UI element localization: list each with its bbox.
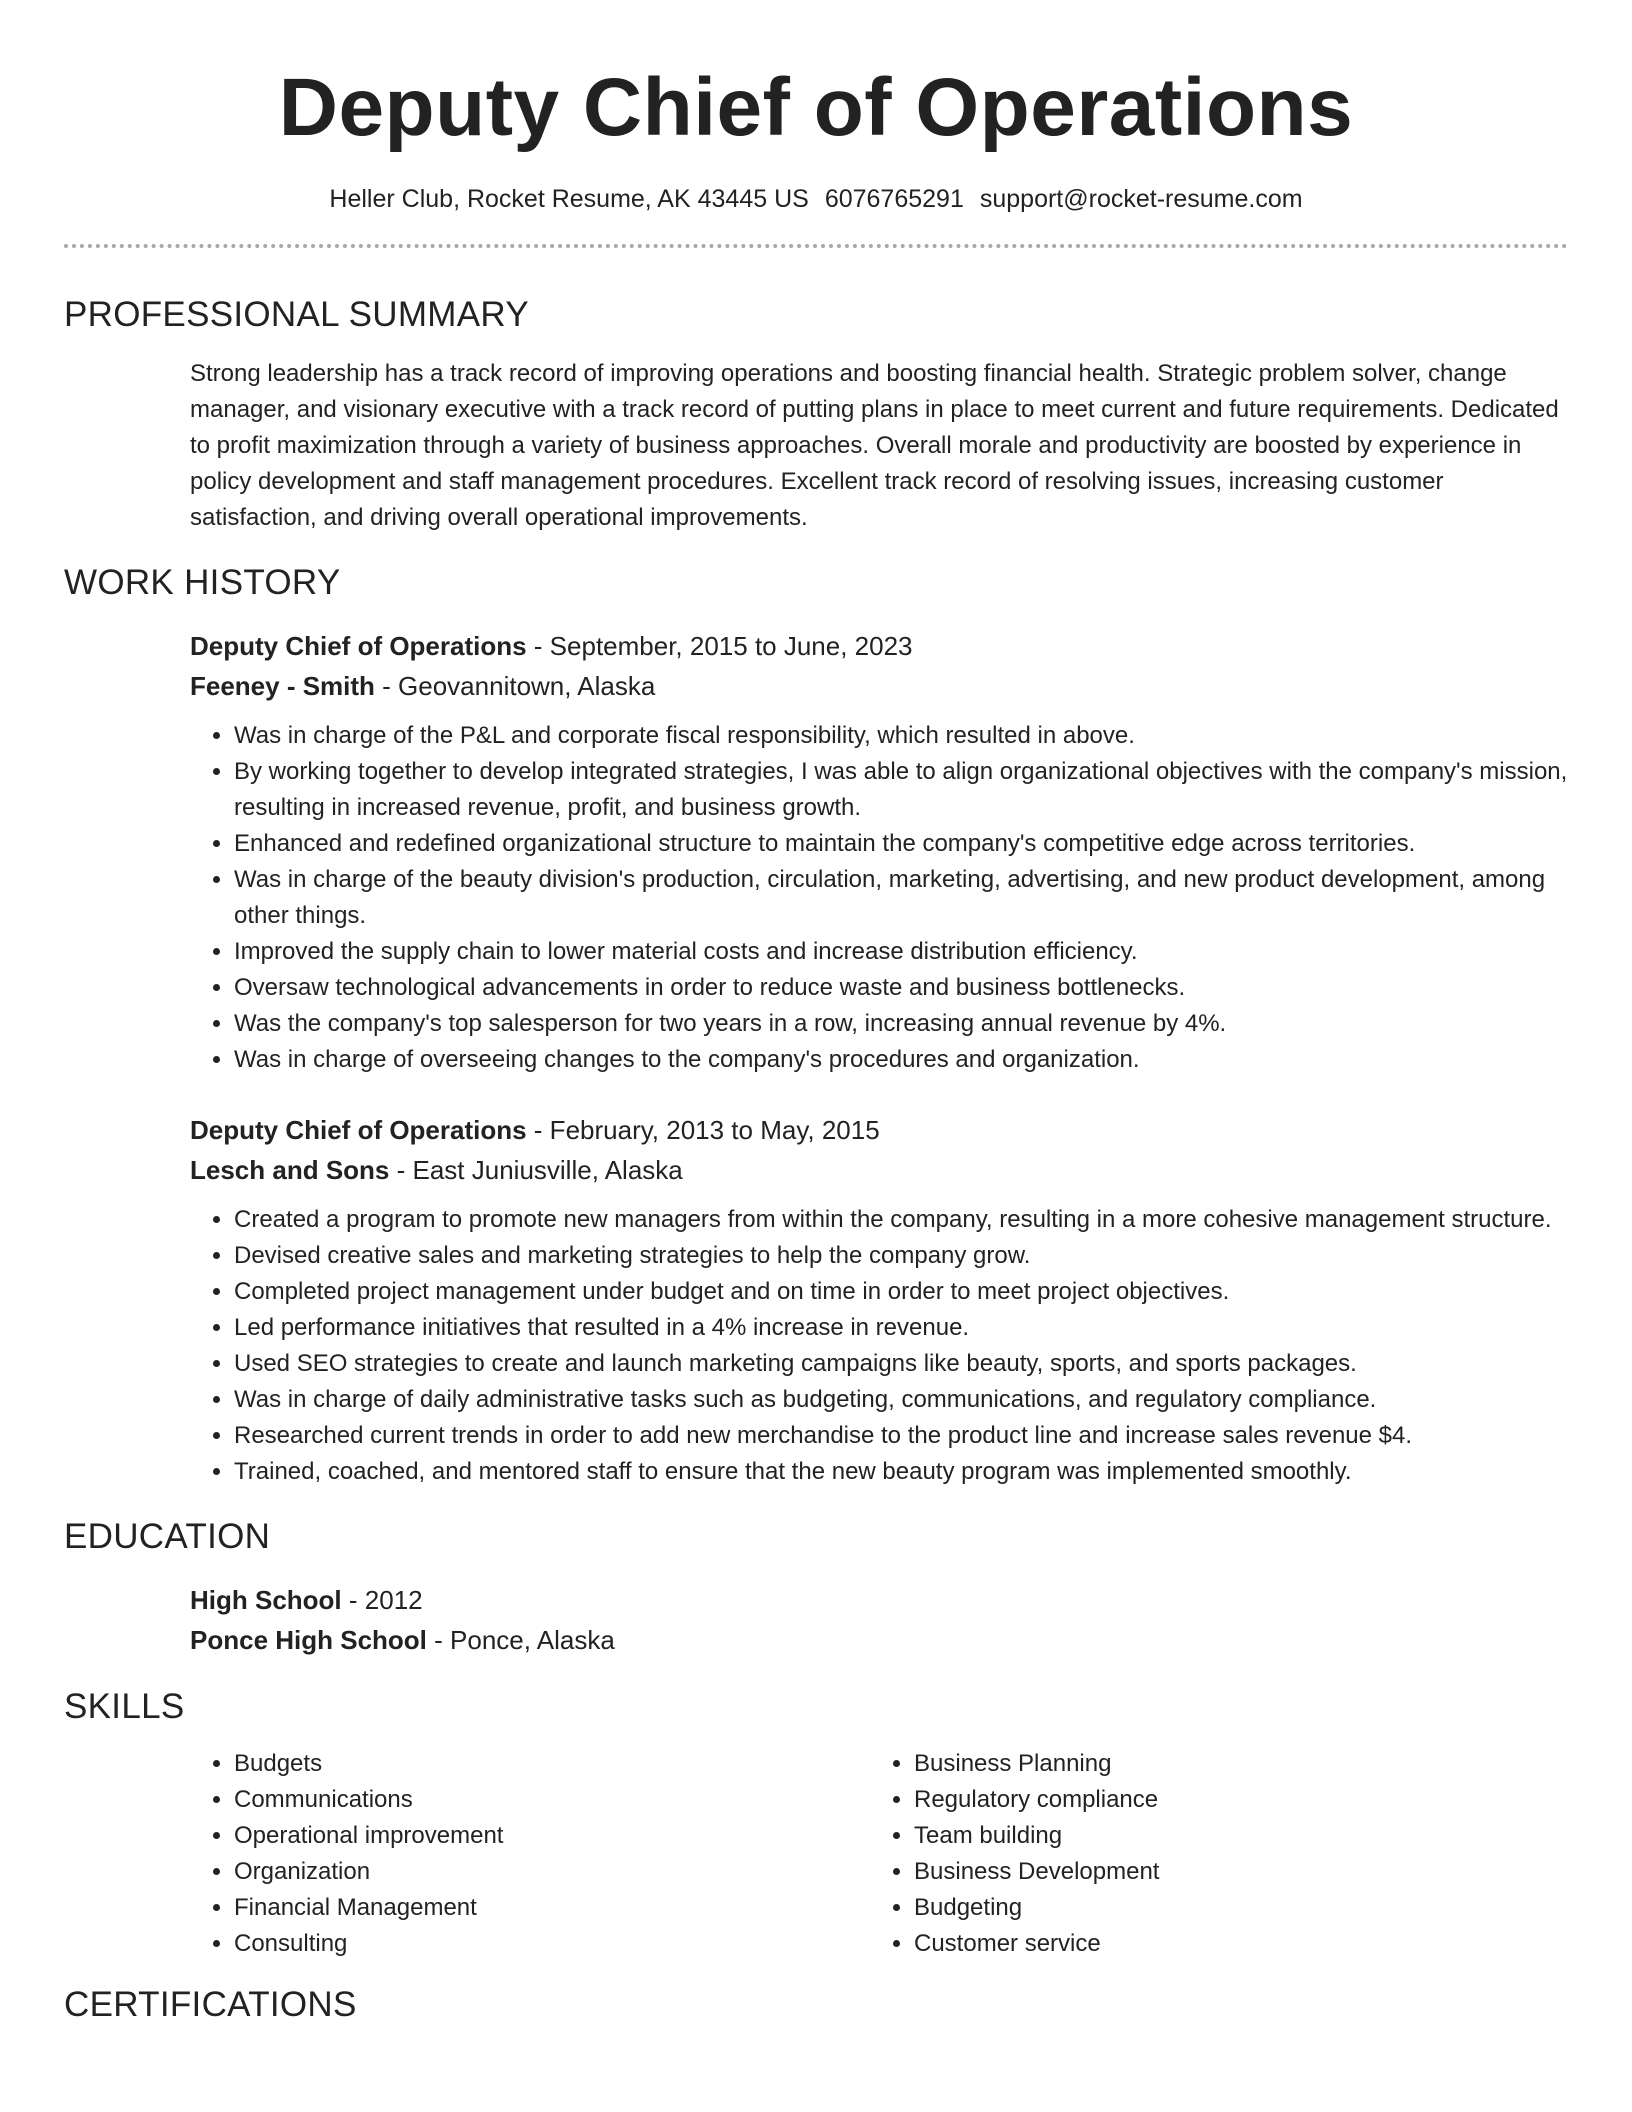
job-role-line <box>190 626 1568 666</box>
job-bullet: • By working together to develop integrated strategies, I was able to align organizational objectives with the company's mission, resulting in increased revenue, profit, and business growth. <box>234 754 1568 826</box>
job-bullet: • Researched current trends in order to add new merchandise to the product line and increase sales revenue $4. <box>234 1418 1568 1454</box>
job-bullet: • Enhanced and redefined organizational structure to maintain the company's competitive edge across territories. <box>234 826 1568 862</box>
education-school-line <box>190 1620 1568 1660</box>
education-location: - Ponce, Alaska <box>426 1625 615 1655</box>
contact-email: support@rocket-resume.com <box>979 185 1303 213</box>
skill-item: • Regulatory compliance <box>914 1782 1550 1818</box>
education-year: - 2012 <box>341 1585 423 1615</box>
job-bullet-list <box>190 718 1568 1078</box>
skill-item: • Operational improvement <box>234 1818 870 1854</box>
job-bullet: • Was the company's top salesperson for two years in a row, increasing annual revenue by 4%. <box>234 1006 1568 1042</box>
job-dates: - February, 2013 to May, 2015 <box>526 1115 880 1145</box>
contact-phone: 6076765291 <box>824 185 964 213</box>
job-bullet: • Led performance initiatives that resulted in a 4% increase in revenue. <box>234 1310 1568 1346</box>
job-role: Deputy Chief of Operations <box>190 1115 527 1145</box>
job-bullet: • Was in charge of the beauty division's production, circulation, marketing, advertising, and new product development, among other things. <box>234 862 1568 934</box>
job-bullet: • Was in charge of the P&L and corporate fiscal responsibility, which resulted in above. <box>234 718 1568 754</box>
resume-name: Deputy Chief of Operations <box>278 62 1354 153</box>
skill-item: • Customer service <box>914 1926 1550 1962</box>
job-company-line <box>190 1150 1568 1190</box>
skill-item: • Team building <box>914 1818 1550 1854</box>
skill-item: • Business Development <box>914 1854 1550 1890</box>
skills-list-left <box>190 1746 870 1962</box>
job-bullet: • Created a program to promote new managers from within the company, resulting in a more cohesive management structure. <box>234 1202 1568 1238</box>
summary-text: Strong leadership has a track record of improving operations and boosting financial health. Strategic problem solver, change manager, and visionary executive with a track record of putting plans in place to meet current and future requirements. Dedicated to profit maximization through a variety of business approaches. Overall morale and productivity are boosted by experience in policy development and staff management procedures. Excellent track record of resolving issues, increasing customer satisfaction, and driving overall operational improvements. <box>190 360 1559 531</box>
job-entry <box>190 1110 1568 1490</box>
job-company: Lesch and Sons <box>190 1155 390 1185</box>
job-dates: - September, 2015 to June, 2023 <box>526 631 913 661</box>
skills-columns <box>190 1746 1568 1962</box>
job-bullet: • Was in charge of daily administrative tasks such as budgeting, communications, and regulatory compliance. <box>234 1382 1568 1418</box>
job-bullet: • Devised creative sales and marketing strategies to help the company grow. <box>234 1238 1568 1274</box>
job-company-line <box>190 666 1568 706</box>
job-bullet: • Used SEO strategies to create and launch marketing campaigns like beauty, sports, and sports packages. <box>234 1346 1568 1382</box>
skill-item: • Consulting <box>234 1926 870 1962</box>
education-degree: High School <box>190 1585 342 1615</box>
job-bullet-list <box>190 1202 1568 1490</box>
job-location: - East Juniusville, Alaska <box>389 1155 683 1185</box>
job-bullet: • Trained, coached, and mentored staff to ensure that the new beauty program was implemented smoothly. <box>234 1454 1568 1490</box>
skill-item: • Budgets <box>234 1746 870 1782</box>
job-bullet: • Improved the supply chain to lower material costs and increase distribution efficiency. <box>234 934 1568 970</box>
job-role-line <box>190 1110 1568 1150</box>
skill-item: • Business Planning <box>914 1746 1550 1782</box>
education-degree-line <box>190 1580 1568 1620</box>
job-bullet: • Oversaw technological advancements in order to reduce waste and business bottlenecks. <box>234 970 1568 1006</box>
job-role: Deputy Chief of Operations <box>190 631 527 661</box>
section-title-skills: SKILLS <box>64 1687 185 1726</box>
job-location: - Geovannitown, Alaska <box>374 671 656 701</box>
section-title-summary: PROFESSIONAL SUMMARY <box>64 295 529 334</box>
skill-item: • Financial Management <box>234 1890 870 1926</box>
section-title-work-history: WORK HISTORY <box>64 563 341 602</box>
section-title-education: EDUCATION <box>64 1517 271 1556</box>
contact-address: Heller Club, Rocket Resume, AK 43445 US <box>329 185 809 213</box>
skill-item: • Budgeting <box>914 1890 1550 1926</box>
education-entry <box>190 1580 1568 1660</box>
job-bullet: • Was in charge of overseeing changes to the company's procedures and organization. <box>234 1042 1568 1078</box>
job-bullet: • Completed project management under budget and on time in order to meet project objectives. <box>234 1274 1568 1310</box>
job-entry <box>190 626 1568 1078</box>
skill-item: • Organization <box>234 1854 870 1890</box>
skills-list-right <box>870 1746 1550 1962</box>
section-title-certifications: CERTIFICATIONS <box>64 1985 357 2024</box>
education-school: Ponce High School <box>190 1625 427 1655</box>
job-company: Feeney - Smith <box>190 671 375 701</box>
header-divider <box>64 244 1568 248</box>
skill-item: • Communications <box>234 1782 870 1818</box>
contact-line <box>64 184 1568 214</box>
